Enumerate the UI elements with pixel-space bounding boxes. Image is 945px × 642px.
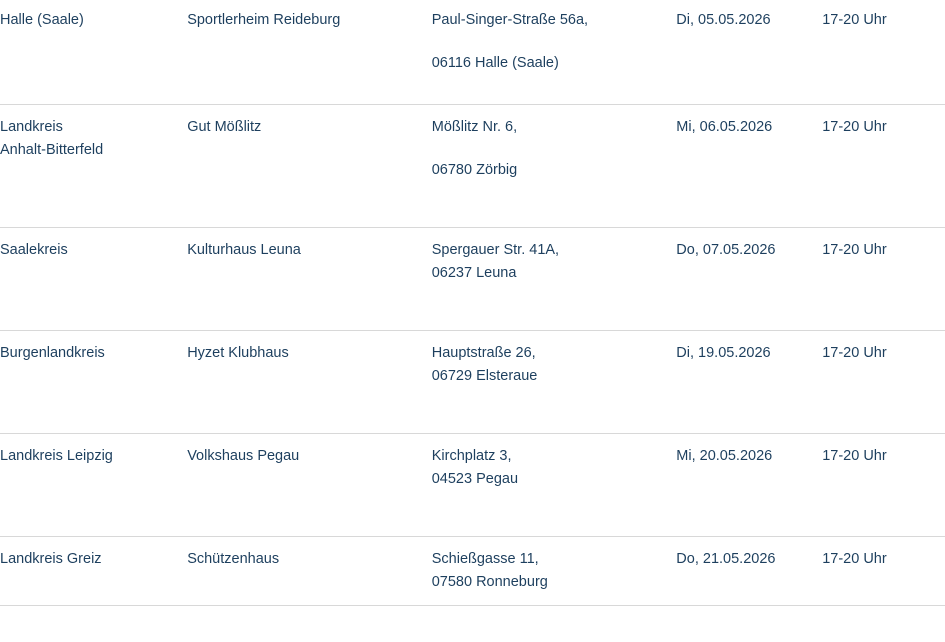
region-label: Landkreis bbox=[0, 119, 63, 135]
time-label: 17-20 Uhr bbox=[822, 12, 887, 28]
cell-date bbox=[676, 434, 822, 537]
table-row bbox=[0, 228, 945, 331]
venue-label: Schützenhaus bbox=[187, 551, 280, 567]
cell-venue bbox=[187, 0, 432, 105]
venue-label: Hyzet Klubhaus bbox=[187, 345, 289, 361]
region-label: Saalekreis bbox=[0, 242, 68, 258]
address-line-2: 07580 Ronneburg bbox=[431, 574, 548, 590]
cell-region bbox=[0, 331, 187, 434]
region-label-2: Anhalt-Bitterfeld bbox=[0, 142, 104, 158]
table-row bbox=[0, 434, 945, 537]
time-label: 17-20 Uhr bbox=[822, 119, 887, 135]
cell-time bbox=[822, 537, 945, 606]
address-line-2: 06729 Elsteraue bbox=[431, 368, 538, 384]
date-label: Di, 19.05.2026 bbox=[676, 345, 771, 361]
table-row bbox=[0, 0, 945, 105]
table-row bbox=[0, 331, 945, 434]
cell-region bbox=[0, 105, 187, 228]
time-label: 17-20 Uhr bbox=[822, 448, 887, 464]
cell-address bbox=[432, 0, 677, 105]
cell-date bbox=[676, 0, 822, 105]
cell-date bbox=[676, 331, 822, 434]
date-label: Do, 21.05.2026 bbox=[676, 551, 776, 567]
cell-date bbox=[676, 537, 822, 606]
cell-time bbox=[822, 434, 945, 537]
date-label: Di, 05.05.2026 bbox=[676, 12, 771, 28]
venue-label: Gut Mößlitz bbox=[187, 119, 262, 135]
cell-address bbox=[432, 105, 677, 228]
region-label: Landkreis Leipzig bbox=[0, 448, 113, 464]
cell-address bbox=[432, 434, 677, 537]
time-label: 17-20 Uhr bbox=[822, 345, 887, 361]
cell-venue bbox=[187, 537, 432, 606]
date-label: Mi, 06.05.2026 bbox=[676, 119, 773, 135]
venue-label: Kulturhaus Leuna bbox=[187, 242, 301, 258]
address-line-1: Schießgasse 11, bbox=[431, 551, 539, 567]
cell-region bbox=[0, 0, 187, 105]
address-line-2: 06237 Leuna bbox=[431, 265, 517, 281]
table-row bbox=[0, 537, 945, 606]
cell-time bbox=[822, 0, 945, 105]
cell-region bbox=[0, 537, 187, 606]
cell-time bbox=[822, 331, 945, 434]
cell-venue bbox=[187, 331, 432, 434]
venue-label: Volkshaus Pegau bbox=[187, 448, 300, 464]
cell-venue bbox=[187, 105, 432, 228]
cell-time bbox=[822, 228, 945, 331]
cell-region bbox=[0, 434, 187, 537]
region-label: Halle (Saale) bbox=[0, 12, 84, 28]
address-line-1: Spergauer Str. 41A, bbox=[431, 242, 560, 258]
table-row bbox=[0, 105, 945, 228]
address-line-1: Paul-Singer-Straße 56a, bbox=[431, 12, 589, 28]
cell-venue bbox=[187, 434, 432, 537]
time-label: 17-20 Uhr bbox=[822, 242, 887, 258]
address-line-2: 06780 Zörbig bbox=[431, 162, 518, 178]
time-label: 17-20 Uhr bbox=[822, 551, 887, 567]
cell-address bbox=[432, 331, 677, 434]
cell-address bbox=[432, 537, 677, 606]
venue-label: Sportlerheim Reideburg bbox=[187, 12, 341, 28]
cell-time bbox=[822, 105, 945, 228]
cell-region bbox=[0, 228, 187, 331]
cell-venue bbox=[187, 228, 432, 331]
address-line-1: Hauptstraße 26, bbox=[431, 345, 536, 361]
date-label: Mi, 20.05.2026 bbox=[676, 448, 773, 464]
region-label: Burgenlandkreis bbox=[0, 345, 105, 361]
cell-date bbox=[676, 105, 822, 228]
region-label: Landkreis Greiz bbox=[0, 551, 102, 567]
address-line-2: 04523 Pegau bbox=[431, 471, 519, 487]
address-line-1: Mößlitz Nr. 6, bbox=[431, 119, 518, 135]
cell-address bbox=[432, 228, 677, 331]
address-line-1: Kirchplatz 3, bbox=[431, 448, 512, 464]
address-line-2: 06116 Halle (Saale) bbox=[431, 55, 559, 71]
cell-date bbox=[676, 228, 822, 331]
date-label: Do, 07.05.2026 bbox=[676, 242, 776, 258]
